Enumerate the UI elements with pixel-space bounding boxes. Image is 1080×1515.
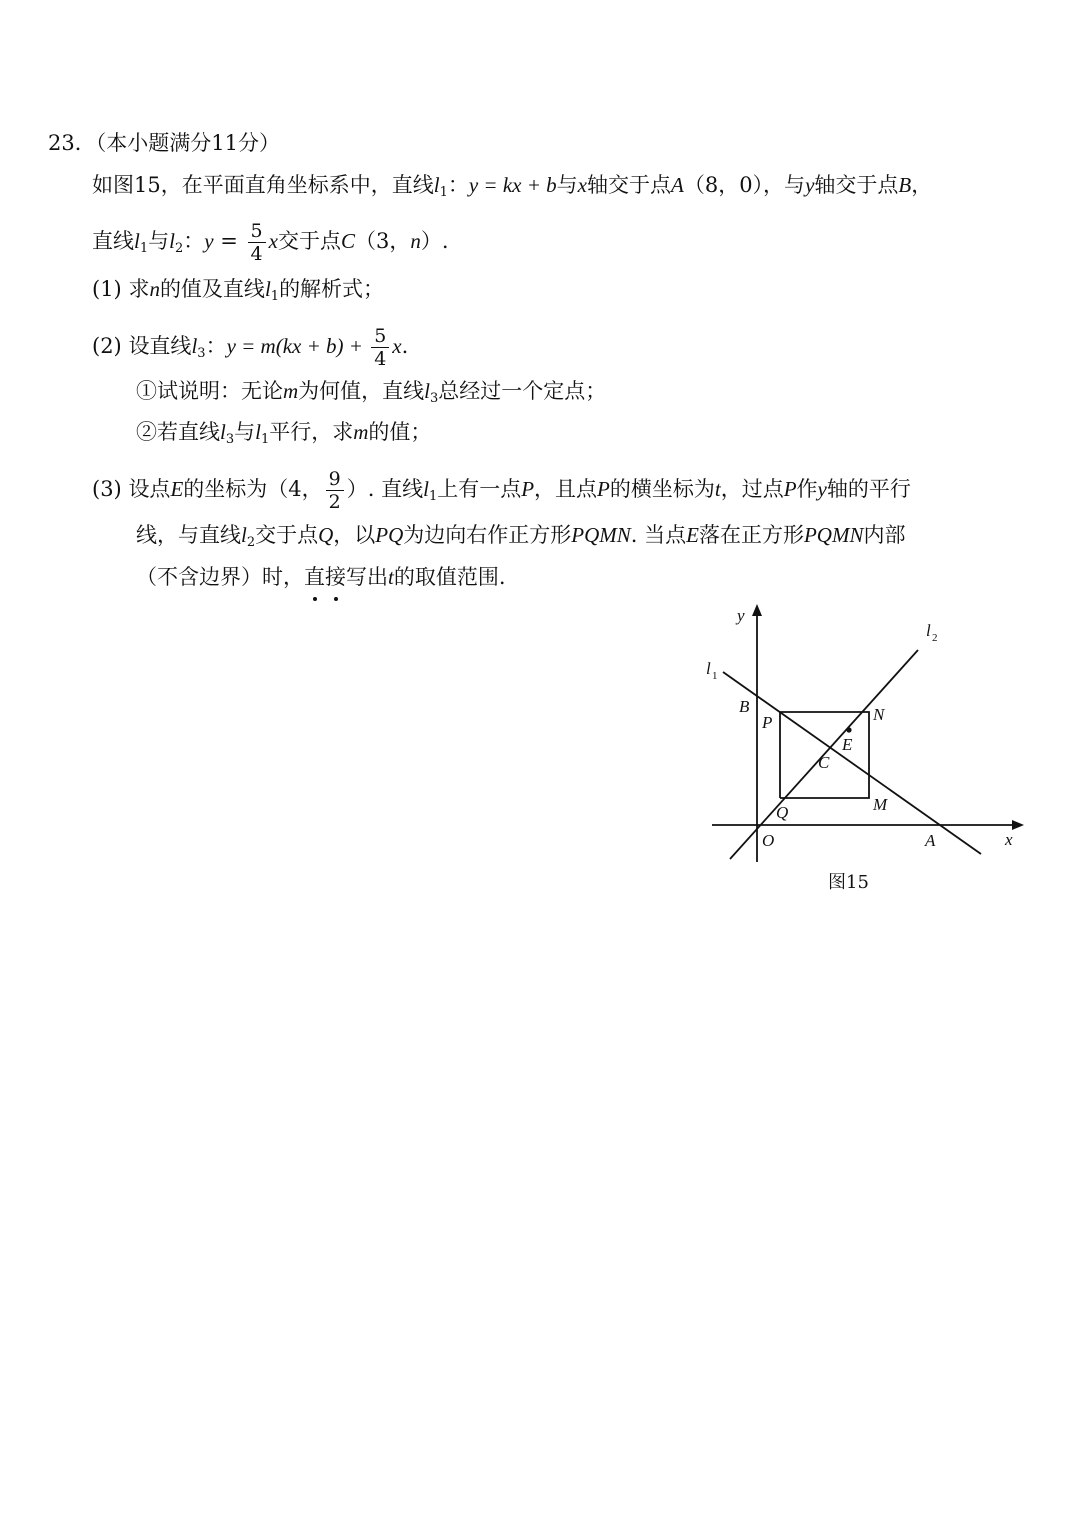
emphasis-char: 直 (304, 562, 325, 592)
question-3-line1: (3) 设点E的坐标为（4， $\frac{9}{2}$ ）. 直线$l_1$上有一点P，且点P的横坐标为t，过点P作y轴的平行 (92, 468, 911, 513)
origin-label: O (762, 831, 775, 850)
question-2a: ①试说明：无论m为何值，直线$l_3$总经过一个定点； (136, 379, 607, 406)
x-axis-arrow (1012, 820, 1024, 830)
problem-intro-line1: 如图15，在平面直角坐标系中，直线$l_1$：y = kx + b与x轴交于点A（8，0），与y轴交于点B， (92, 173, 933, 200)
point-m-label: M (873, 795, 888, 814)
y-axis-arrow (752, 604, 762, 616)
fraction-nine-halves: $\frac{9}{2}$ (326, 468, 344, 513)
line-l1-label: l (706, 659, 711, 678)
line-l1-subscript: 1 (712, 670, 718, 682)
question-3-line3: （不含边界）时，直接写出t的取值范围. (136, 562, 506, 592)
question-1: (1) 求n的值及直线$l_1$的解析式； (92, 277, 385, 304)
question-3-line2: 线，与直线$l_2$交于点Q，以PQ为边向右作正方形PQMN. 当点E落在正方形PQMN内部 (136, 523, 906, 550)
point-e-label: E (842, 735, 853, 754)
figure-caption: 图15 (828, 872, 869, 893)
line-l2-subscript: 2 (932, 632, 938, 644)
score-note: （本小题满分11分） (95, 131, 280, 155)
point-p-label: P (762, 713, 773, 732)
problem-number: 23 (48, 131, 75, 155)
question-3-label: (3) (92, 477, 122, 501)
fraction-five-fourths-2: $\frac{5}{4}$ (371, 325, 389, 370)
point-b-label: B (739, 697, 750, 716)
line-l2-label: l (926, 621, 931, 640)
point-n-label: N (873, 705, 885, 724)
fraction-five-fourths: $\frac{5}{4}$ (248, 220, 266, 265)
point-c-label: C (818, 753, 830, 772)
coordinate-figure (700, 598, 1060, 870)
point-q-label: Q (776, 803, 789, 822)
problem-intro-line2: 直线$l_1$与$l_2$：y = $\frac{5}{4}$ x交于点C（3，n）. (92, 220, 449, 265)
question-2b: ②若直线$l_3$与$l_1$平行，求m的值； (136, 420, 432, 447)
equation-l1: y = kx + b (468, 173, 557, 197)
x-axis-label: x (1005, 830, 1013, 849)
emphasis-char: 接 (325, 562, 346, 592)
point-e-dot (846, 727, 851, 732)
line-l1 (723, 672, 981, 854)
question-2: (2) 设直线$l_3$：y = m(kx + b) + $\frac{5}{4}$ x. (92, 325, 409, 370)
question-2-label: (2) (92, 334, 122, 358)
y-axis-label: y (737, 606, 745, 625)
question-1-label: (1) (92, 277, 122, 301)
point-a-label: A (925, 831, 936, 850)
equation-l3: y = m(kx + b) + (226, 334, 369, 358)
problem-header: 23．（本小题满分11分） (48, 131, 280, 155)
